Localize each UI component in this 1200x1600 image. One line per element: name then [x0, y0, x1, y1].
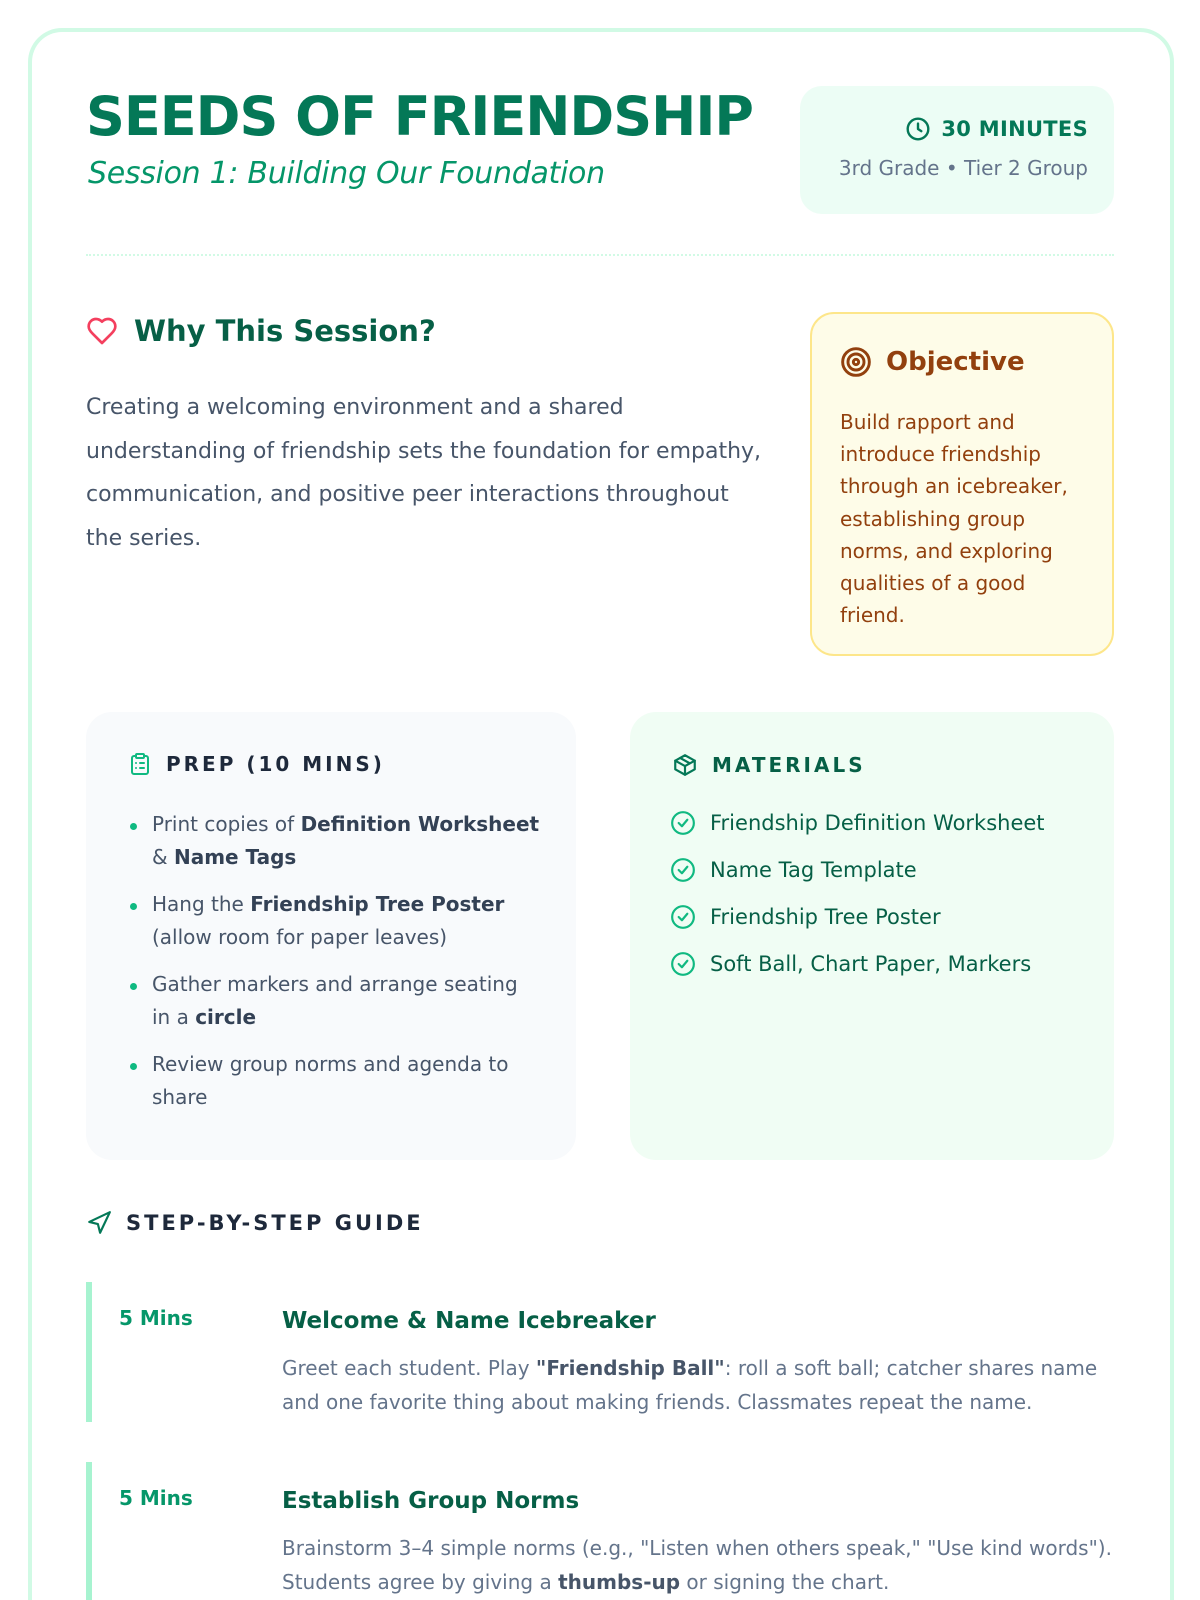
check-circle-icon	[670, 951, 696, 977]
grade-group-label: 3rd Grade • Tier 2 Group	[838, 156, 1088, 180]
prep-panel	[86, 712, 576, 1160]
materials-panel	[630, 712, 1114, 1160]
page-subtitle: Session 1: Building Our Foundation	[88, 156, 605, 191]
target-icon	[840, 346, 872, 378]
guide-heading	[86, 1210, 424, 1236]
heart-icon	[86, 315, 118, 347]
objective-heading-text: Objective	[886, 347, 1025, 377]
session-meta	[800, 86, 1114, 214]
check-circle-icon	[670, 904, 696, 930]
step-time: 5 Mins	[119, 1486, 193, 1510]
step-title: Establish Group Norms	[282, 1488, 580, 1514]
navigation-icon	[86, 1210, 112, 1236]
material-item: Friendship Definition Worksheet	[670, 808, 1045, 838]
material-item: Soft Ball, Chart Paper, Markers	[670, 949, 1045, 979]
guide-step	[86, 1462, 1114, 1600]
check-circle-icon	[670, 810, 696, 836]
why-body: Creating a welcoming environment and a shared understanding of friendship sets the foundation for empathy, communication, and positive peer interactions throughout the series.	[86, 395, 762, 551]
objective-body: Build rapport and introduce friendship through an icebreaker, establishing group norms, and exploring qualities of a good friend.	[840, 410, 1068, 628]
why-heading	[86, 314, 436, 348]
clipboard-icon	[128, 752, 152, 776]
page-title: SEEDS OF FRIENDSHIP	[86, 85, 753, 148]
guide-step	[86, 1282, 1114, 1422]
prep-item: Print copies of Definition Worksheet & Name Tags	[130, 808, 540, 874]
duration-label: 30 MINUTES	[941, 117, 1088, 141]
package-icon	[672, 752, 698, 778]
materials-list	[670, 808, 1045, 996]
materials-heading	[672, 752, 866, 778]
material-item: Friendship Tree Poster	[670, 902, 1045, 932]
check-circle-icon	[670, 857, 696, 883]
duration-badge	[905, 116, 1088, 142]
material-item: Name Tag Template	[670, 855, 1045, 885]
step-body: Brainstorm 3–4 simple norms (e.g., "Listen when others speak," "Use kind words"). Students agree by giving a thumbs-up or signing the chart.	[282, 1536, 1112, 1594]
prep-item: Gather markers and arrange seating in a circle	[130, 968, 540, 1034]
objective-heading	[840, 346, 1025, 378]
prep-heading	[128, 752, 385, 776]
prep-list	[130, 808, 540, 1128]
clock-icon	[905, 116, 931, 142]
prep-item: Hang the Friendship Tree Poster (allow room for paper leaves)	[130, 888, 540, 954]
prep-item: Review group norms and agenda to share	[130, 1048, 540, 1114]
step-title: Welcome & Name Icebreaker	[282, 1308, 656, 1334]
step-time: 5 Mins	[119, 1306, 193, 1330]
objective-box	[810, 312, 1114, 656]
prep-heading-text: PREP (10 MINS)	[166, 752, 385, 776]
step-body: Greet each student. Play "Friendship Ball": roll a soft ball; catcher shares name and one favorite thing about making friends. Classmates repeat the name.	[282, 1356, 1098, 1414]
materials-heading-text: MATERIALS	[712, 753, 866, 777]
header-divider	[86, 254, 1114, 256]
guide-heading-text: STEP-BY-STEP GUIDE	[126, 1211, 424, 1235]
why-heading-text: Why This Session?	[134, 314, 436, 348]
